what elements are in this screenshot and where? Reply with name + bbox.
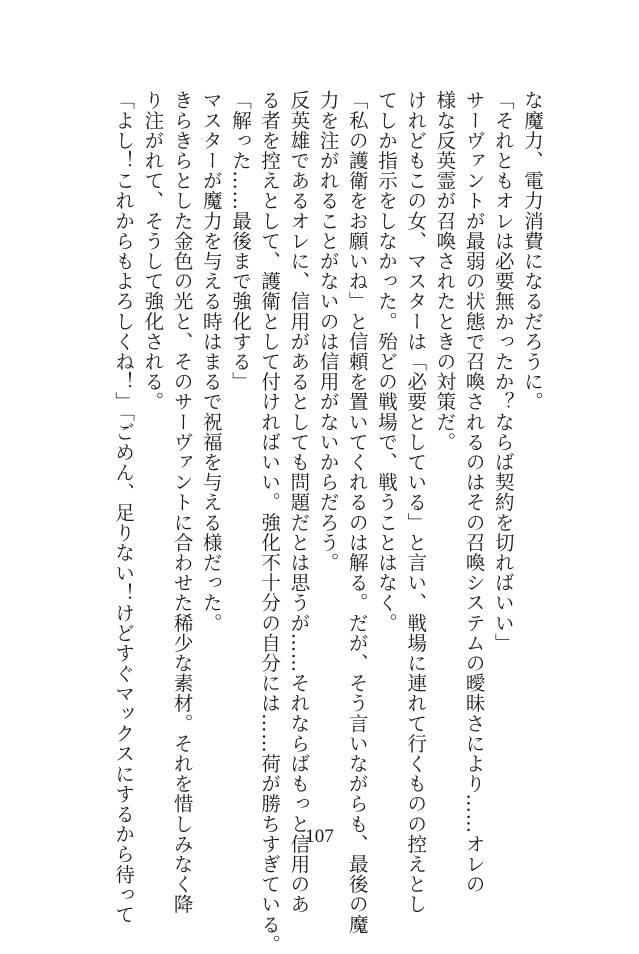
page-number: 107 bbox=[305, 826, 334, 847]
text-line: 「それともオレは必要無かったか？ならば契約を切ればいい」 bbox=[491, 90, 515, 653]
text-line: る者を控えとして、護衛として付ければいい。強化不十分の自分には……荷が勝ちすぎている。 bbox=[258, 90, 282, 954]
text-line: きらきらとした金色の光と、そのサーヴァントに合わせた稀少な素材。それを惜しみなく降 bbox=[170, 90, 194, 915]
text-line: 様な反英霊が召喚されたときの対策だ。 bbox=[433, 90, 457, 452]
text-line: マスターが魔力を与える時はまるで祝福を与える様だった。 bbox=[199, 90, 223, 633]
text-line: サーヴァントが最弱の状態で召喚されるのはその召喚システムの曖昧さにより……オレの bbox=[462, 90, 486, 894]
text-line: てしか指示をしなかった。殆どの戦場で、戦うことはなく。 bbox=[374, 90, 398, 633]
text-line: 「私の護衛をお願いね」と信頼を置いてくれるのは解る。だが、そう言いながらも、最後の魔 bbox=[345, 90, 369, 935]
text-line: 「よし！これからもよろしくね！」「ごめん、足りない！けどすぐマックスにするから待って bbox=[112, 90, 136, 925]
text-line: 力を注がれることがないのは信用がないからだろう。 bbox=[316, 90, 340, 573]
text-line: 反英雄であるオレに、信用があるとしても問題だとは思うが……それならばもっと信用のあ bbox=[287, 90, 311, 915]
text-line: けれどもこの女、マスターは「必要としている」と言い、戦場に連れて行くものの控えとし bbox=[404, 90, 428, 915]
text-line: な魔力、電力消費になるだろうに。 bbox=[521, 90, 544, 412]
text-line: り注がれて、そうして強化される。 bbox=[141, 90, 165, 412]
text-line: 「解った……最後まで強化する」 bbox=[228, 90, 252, 392]
